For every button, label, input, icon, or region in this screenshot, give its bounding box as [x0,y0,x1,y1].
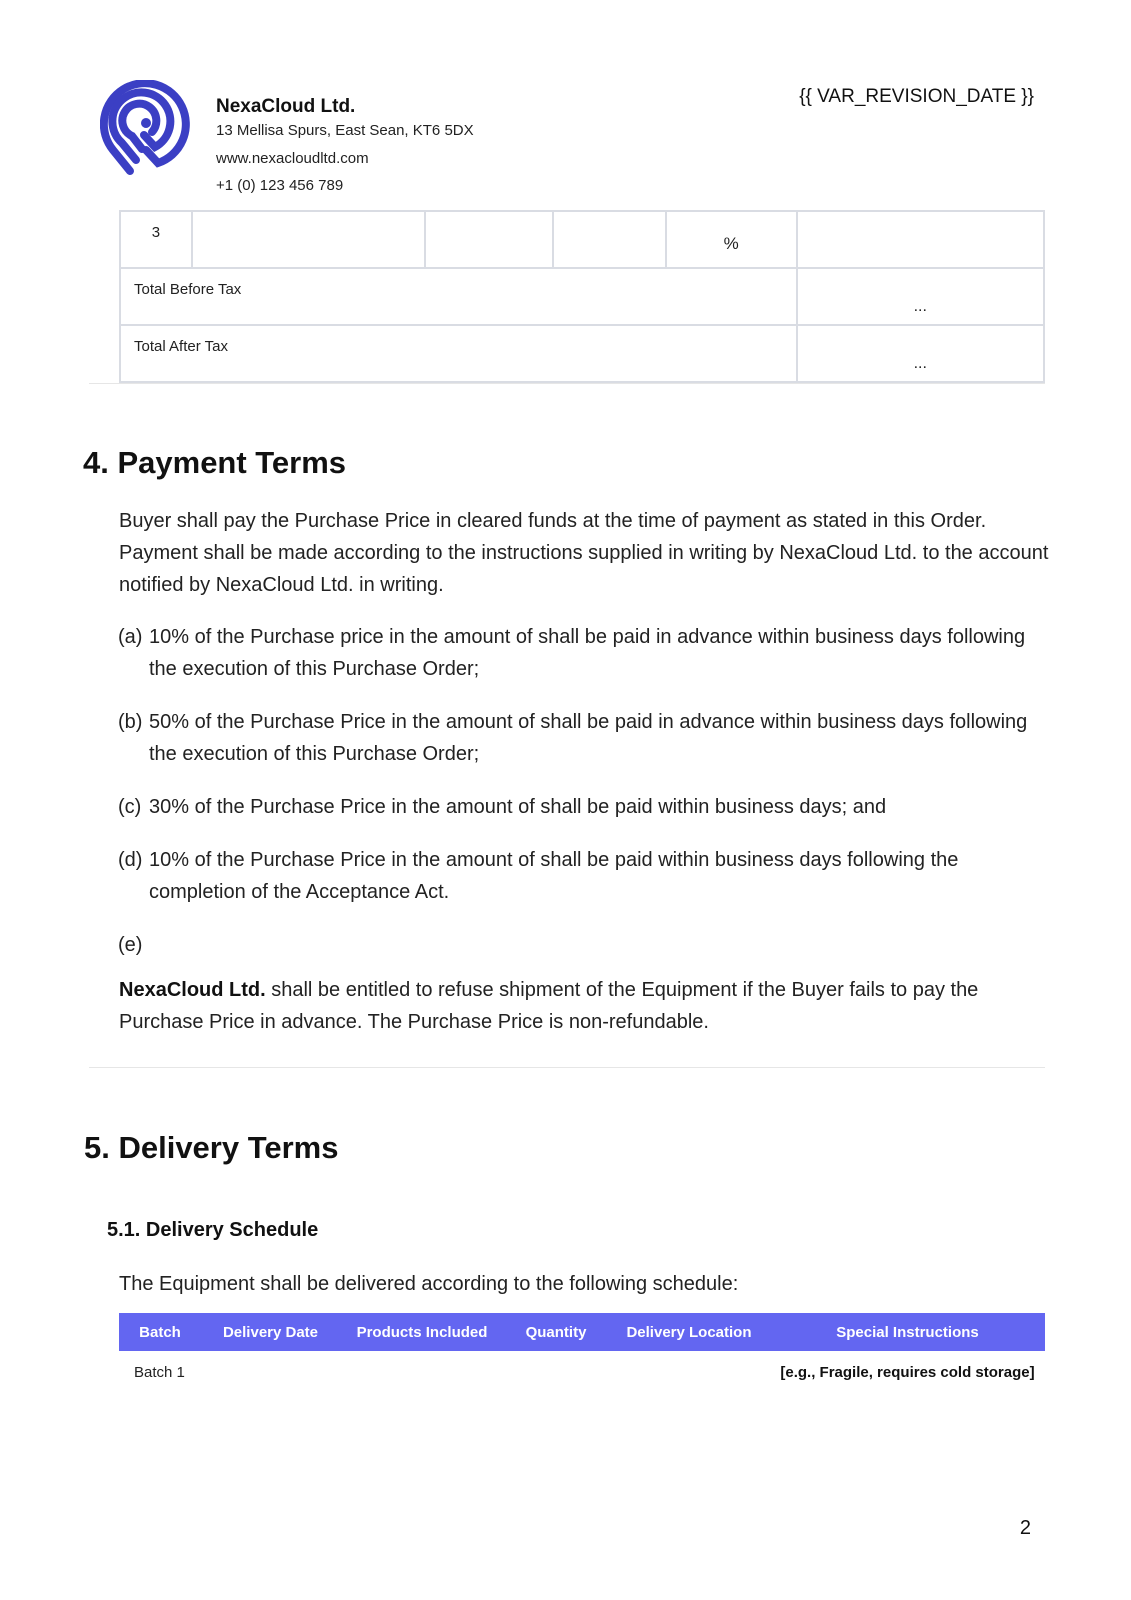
table-header-row [119,1313,1045,1351]
delivery-schedule-subheading: 5.1. Delivery Schedule [107,1219,319,1241]
total-before-tax-label: Total Before Tax [120,268,797,325]
page-number: 2 [1019,1517,1031,1539]
quantity-cell [504,1351,608,1395]
column-header: Delivery Location [608,1313,770,1351]
item-text: 10% of the Purchase price in the amount of shall be paid in advance within business days following the execution of this Purchase Order; [149,626,1026,680]
company-name: NexaCloud Ltd. [216,96,356,117]
payment-terms-heading: 4. Payment Terms [83,445,347,480]
table-cell [425,211,553,268]
delivery-terms-heading: 5. Delivery Terms [84,1130,339,1165]
delivery-date-cell [201,1351,340,1395]
special-instructions-cell: [e.g., Fragile, requires cold storage] [780,1364,1035,1381]
payment-item-a [118,621,1048,685]
table-row [120,268,1044,325]
item-label: (c) [118,796,142,818]
closing-text: shall be entitled to refuse shipment of the Equipment if the Buyer fails to pay the Purchase Price in advance. The Purchase Price is non-refundable. [119,979,979,1033]
company-info [216,94,474,197]
nexacloud-logo-icon [100,80,192,180]
item-text: 50% of the Purchase Price in the amount of shall be paid in advance within business days following the execution of this Purchase Order; [149,711,1028,765]
item-text: 10% of the Purchase Price in the amount of shall be paid within business days following the completion of the Acceptance Act. [149,849,959,903]
revision-date: {{ VAR_REVISION_DATE }} [799,86,1034,107]
total-after-tax-value: ... [797,325,1044,382]
section-divider [89,383,1045,384]
payment-item-e [118,929,1048,961]
total-after-tax-label: Total After Tax [120,325,797,382]
column-header: Special Instructions [770,1313,1045,1351]
column-header: Batch [119,1313,201,1351]
item-text: 30% of the Purchase Price in the amount of shall be paid within business days; and [149,796,887,818]
company-name-bold: NexaCloud Ltd. [119,979,266,1001]
table-cell [192,211,425,268]
delivery-intro: The Equipment shall be delivered according to the following schedule: [119,1273,739,1295]
table-cell [553,211,666,268]
company-address: 13 Mellisa Spurs, East Sean, KT6 5DX [216,122,474,139]
column-header: Products Included [340,1313,504,1351]
location-cell [608,1351,770,1395]
total-before-tax-value: ... [797,268,1044,325]
item-label: (a) [118,626,143,648]
totals-table [119,210,1045,383]
payment-item-b [118,706,1048,770]
section-divider [89,1067,1045,1068]
payment-item-c [118,791,1048,823]
products-cell [340,1351,504,1395]
row-number-cell: 3 [120,211,192,268]
company-phone: +1 (0) 123 456 789 [216,177,344,194]
item-label: (e) [118,934,143,956]
table-row [119,1351,1045,1395]
table-cell [797,211,1044,268]
payment-terms-closing [119,974,1049,1038]
percent-cell: % [666,211,797,268]
item-label: (b) [118,711,143,733]
table-row [120,211,1044,268]
item-label: (d) [118,849,143,871]
payment-terms-intro: Buyer shall pay the Purchase Price in cleared funds at the time of payment as stated in this Order. Payment shall be made according to the instructions supplied in writing by NexaCloud Ltd. to the account notified by NexaCloud Ltd. in writing. [119,510,1049,596]
batch-cell: Batch 1 [134,1364,185,1381]
table-row [120,325,1044,382]
payment-item-d [118,844,1048,908]
delivery-schedule-table [119,1313,1045,1395]
column-header: Delivery Date [201,1313,340,1351]
column-header: Quantity [504,1313,608,1351]
company-website: www.nexacloudltd.com [216,150,369,167]
